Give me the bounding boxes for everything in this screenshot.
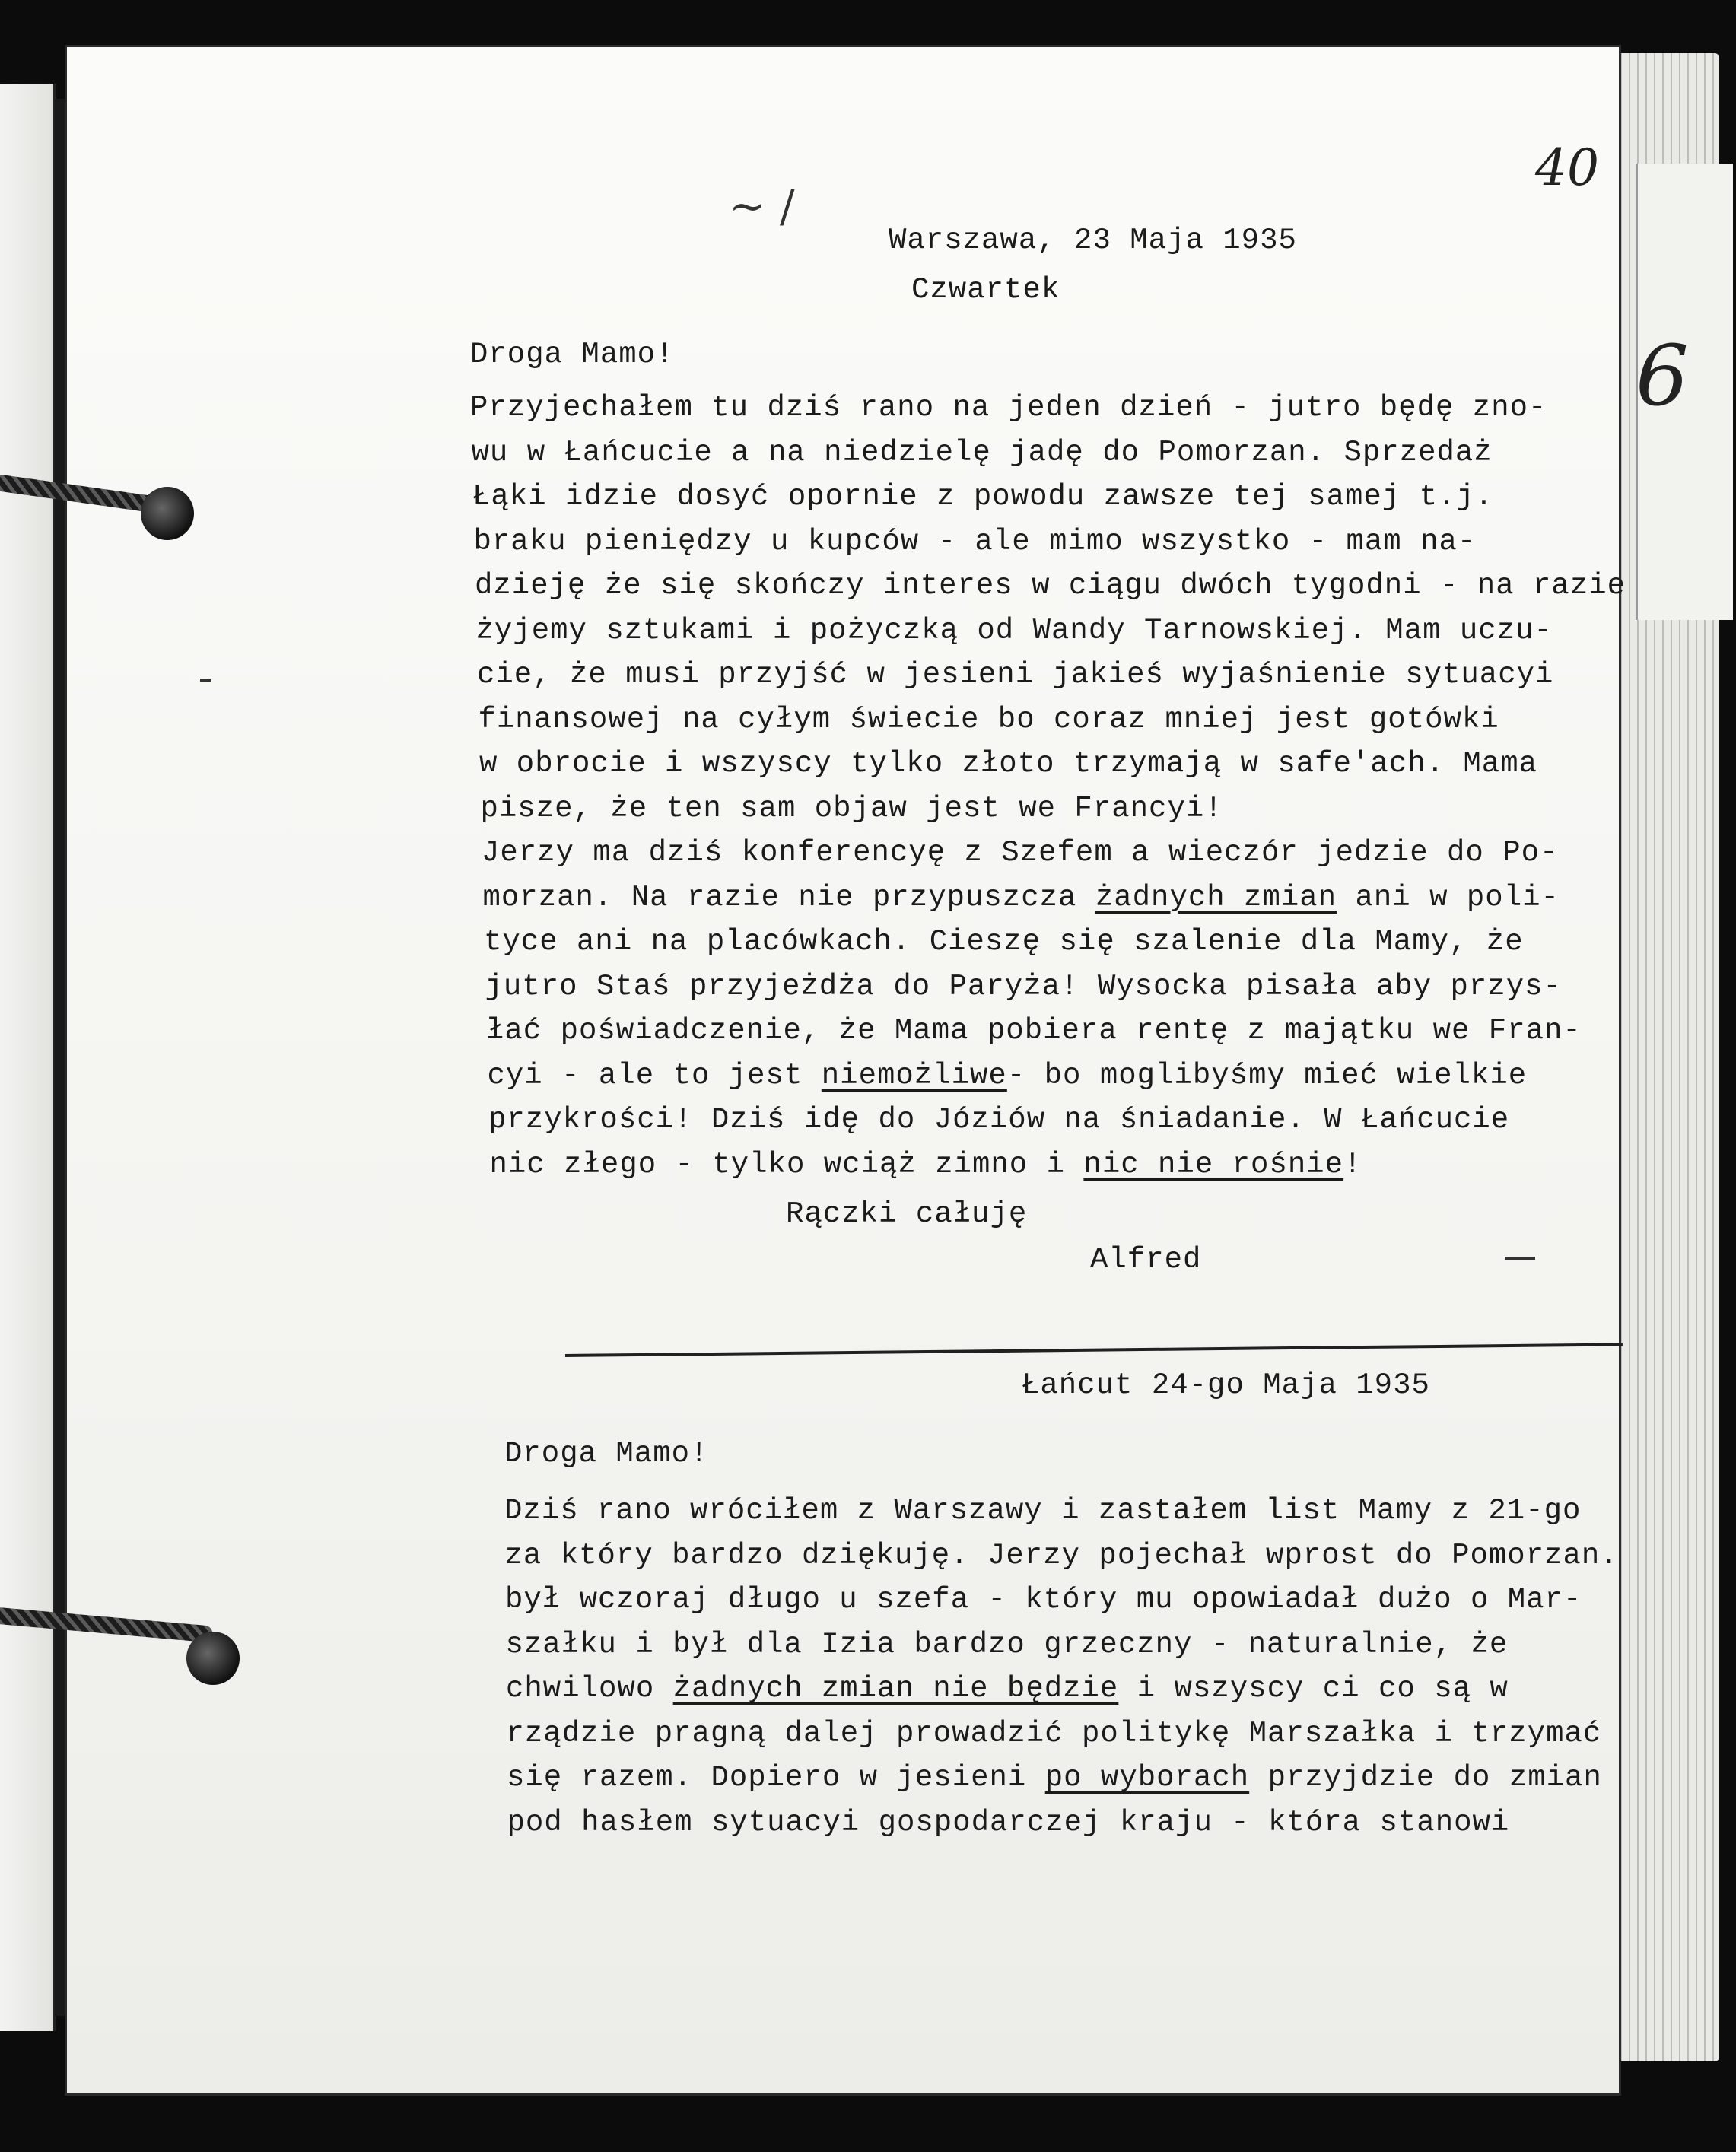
text-segment: ani w poli-	[1337, 880, 1560, 914]
document-page	[67, 47, 1626, 2093]
text-segment: jutro Staś przyjeżdża do Paryża! Wysocka pisała aby przys-	[485, 969, 1562, 1003]
pencil-scribble-icon: ~ /	[729, 180, 795, 232]
text-segment: się razem. Dopiero w jesieni	[507, 1761, 1045, 1794]
letter-place-date: Warszawa, 23 Maja 1935	[889, 224, 1297, 257]
binding-knot-icon	[141, 487, 194, 540]
text-segment: Dziś rano wróciłem z Warszawy i zastałem list Mamy z 21-go	[504, 1494, 1582, 1527]
underlined-phrase: żadnych zmian nie będzie	[672, 1672, 1119, 1705]
text-segment: Przyjechałem tu dziś rano na jeden dzień - jutro będę zno-	[470, 391, 1547, 424]
text-segment: !	[1343, 1147, 1362, 1181]
text-line	[485, 965, 1562, 1009]
letter-greeting: Droga Mamo!	[504, 1437, 709, 1470]
text-segment: tyce ani na placówkach. Cieszę się szalenie dla Mamy, że	[484, 925, 1524, 958]
text-line	[481, 787, 1223, 831]
text-line	[505, 1578, 1582, 1622]
text-segment: dzieję że się skończy interes w ciągu dwóch tygodni - na razie	[475, 569, 1626, 602]
text-line	[486, 1009, 1582, 1053]
binding-edge	[55, 99, 65, 2016]
text-segment: - bo moglibyśmy mieć wielkie	[1006, 1058, 1528, 1092]
text-line	[504, 1489, 1581, 1533]
text-segment: nic złego - tylko wciąż zimno i	[489, 1147, 1084, 1181]
letter-signature: Alfred	[1090, 1243, 1202, 1276]
text-segment: łać poświadczenie, że Mama pobiera rentę z majątku we Fran-	[486, 1014, 1582, 1047]
underlined-phrase: żadnych zmian	[1095, 880, 1337, 914]
text-segment: Łąki idzie dosyć opornie z powodu zawsze tej samej t.j.	[472, 480, 1494, 513]
margin-dash	[1505, 1257, 1535, 1260]
letter-place-date: Łańcut 24-go Maja 1935	[1022, 1368, 1430, 1402]
text-segment: pisze, że ten sam objaw jest we Francyi!	[480, 791, 1223, 825]
text-segment: żyjemy sztukami i pożyczką od Wandy Tarnowskiej. Mam uczu-	[475, 613, 1553, 647]
text-segment: przyjdzie do zmian	[1249, 1761, 1602, 1794]
text-line	[488, 1054, 1528, 1098]
text-segment: przykrości! Dziś idę do Józiów na śniadanie. W Łańcucie	[488, 1103, 1510, 1136]
text-segment: finansowej na cyłym świecie bo coraz mniej jest gotówki	[478, 702, 1499, 736]
text-line	[484, 920, 1524, 964]
text-segment: pod hasłem sytuacyi gospodarczej kraju - która stanowi	[507, 1805, 1510, 1839]
letter-day: Czwartek	[911, 273, 1060, 307]
text-line	[507, 1712, 1602, 1756]
text-line	[474, 520, 1477, 564]
text-line	[475, 564, 1626, 608]
letter-closing: Rączki całuję	[786, 1197, 1028, 1231]
text-line	[505, 1534, 1619, 1578]
text-line	[506, 1667, 1509, 1711]
text-segment: cyi - ale to jest	[487, 1058, 822, 1092]
text-segment: szałku i był dla Izia bardzo grzeczny - naturalnie, że	[505, 1627, 1509, 1661]
underlined-phrase: po wyborach	[1044, 1761, 1250, 1794]
text-line	[490, 1143, 1362, 1187]
text-segment: Jerzy ma dziś konferencyę z Szefem a wieczór jedzie do Po-	[482, 836, 1559, 869]
text-line	[479, 698, 1499, 742]
margin-mark: 6	[1636, 327, 1689, 424]
text-segment: morzan. Na razie nie przypuszcza	[482, 880, 1095, 914]
separator-rule	[565, 1343, 1623, 1357]
text-line	[507, 1756, 1602, 1800]
text-line	[483, 876, 1560, 920]
letter-greeting: Droga Mamo!	[470, 338, 675, 371]
binding-knot-icon	[186, 1632, 240, 1685]
page-number: 40	[1535, 138, 1599, 197]
text-segment: za który bardzo dziękuję. Jerzy pojechał wprost do Pomorzan.	[504, 1538, 1619, 1572]
text-line	[479, 742, 1537, 786]
margin-dash	[200, 679, 211, 682]
text-line	[476, 609, 1553, 653]
text-line	[482, 831, 1558, 875]
text-segment: wu w Łańcucie a na niedzielę jadę do Pomorzan. Sprzedaż	[471, 435, 1493, 469]
text-line	[472, 475, 1493, 519]
underlined-phrase: nic nie rośnie	[1083, 1147, 1344, 1181]
text-line	[472, 431, 1493, 475]
text-segment: i wszyscy ci co są w	[1118, 1672, 1509, 1705]
text-segment: braku pieniędzy u kupców - ale mimo wszystko - mam na-	[473, 524, 1477, 558]
text-line	[488, 1098, 1509, 1142]
text-segment: był wczoraj długo u szefa - który mu opowiadał dużo o Mar-	[505, 1583, 1582, 1616]
text-segment: chwilowo	[506, 1672, 673, 1705]
text-segment: cie, że musi przyjść w jesieni jakieś wyjaśnienie sytuacyi	[477, 658, 1554, 691]
text-line	[507, 1801, 1510, 1845]
text-line	[506, 1623, 1509, 1667]
underlined-phrase: niemożliwe	[821, 1058, 1007, 1092]
text-segment: w obrocie i wszyscy tylko złoto trzymają w safe'ach. Mama	[479, 747, 1538, 780]
text-segment: rządzie pragną dalej prowadzić politykę Marszałka i trzymać	[506, 1716, 1602, 1750]
left-facing-page	[0, 84, 56, 2031]
text-line	[470, 386, 1547, 430]
text-line	[477, 653, 1553, 697]
